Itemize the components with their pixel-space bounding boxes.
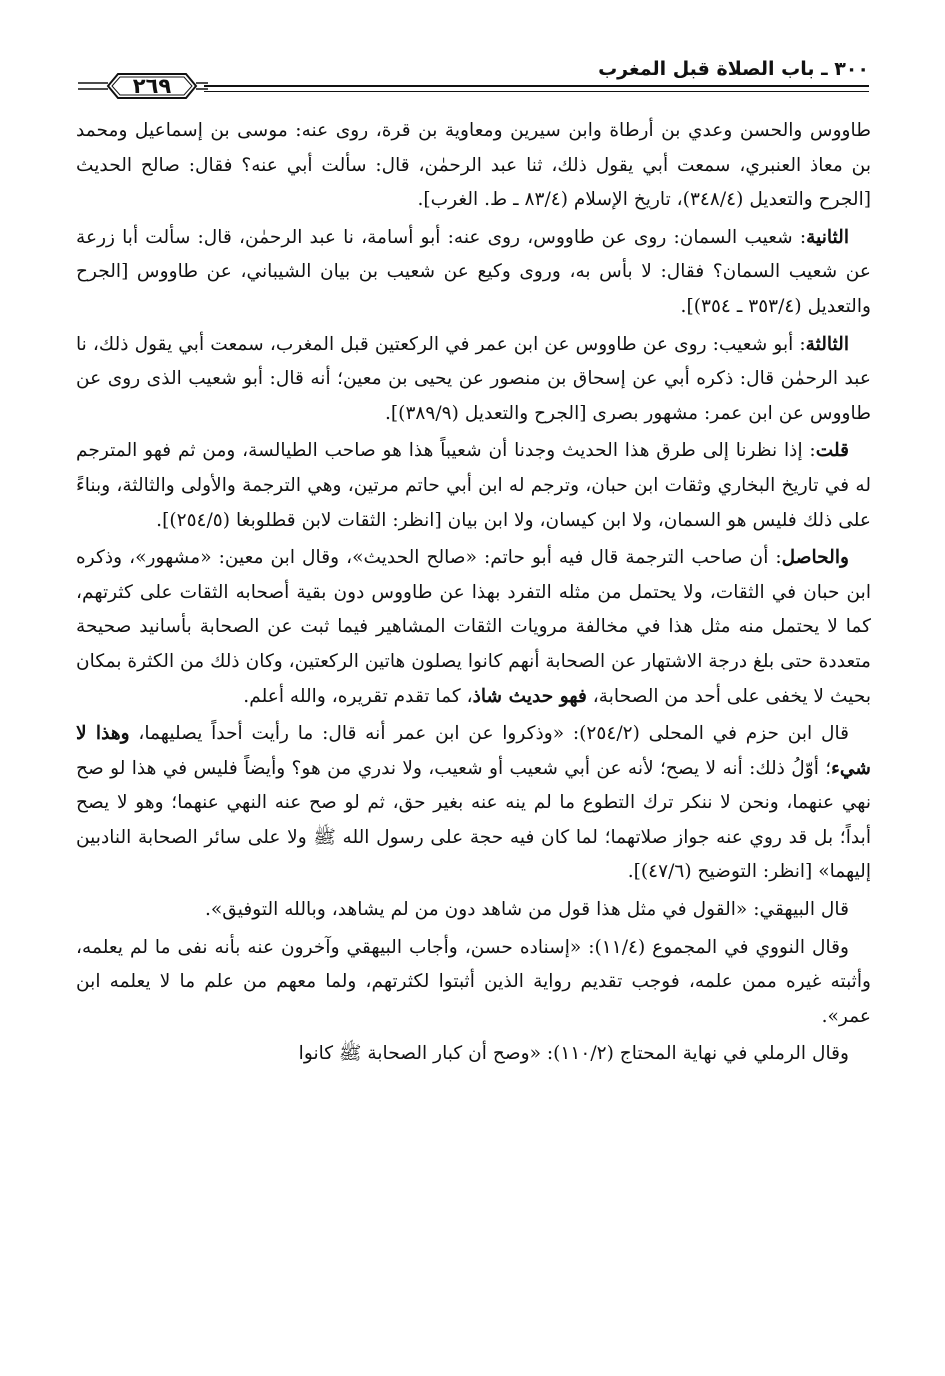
page-header (78, 56, 869, 100)
chapter-title: ٣٠٠ ـ باب الصلاة قبل المغرب (598, 58, 869, 80)
paragraph-lead: والحاصل (781, 547, 849, 569)
paragraph (76, 221, 871, 325)
paragraph-text: قال البيهقي: «القول في مثل هذا قول من شاهد دون من لم يشاهد، وبالله التوفيق». (204, 899, 849, 921)
paragraph-lead: الثانية (806, 226, 849, 248)
paragraph-text-tail: ؛ أوّلُ ذلك: أنه لا يصح؛ لأنه عن أبي شعيب أو شعيب، ولا ندري من هو؟ وأيضاً فليس في هذا لو صح نهي عنهما، ونحن لا ننكر ترك التطوع ما لم ينه عنه بغير حق، ثم لو صح عنه النهي عنهما؛ وهو لا يصح أبداً؛ بل قد روي عنه جواز صلاتهما؛ لما كان فيه حجة على رسول الله ﷺ ولا على سائر الصحابة النادبين إليهما» [انظر: التوضيح (٤٧/٦)]. (76, 757, 871, 883)
paragraph-text: : شعيب السمان: روى عن طاووس، روى عنه: أبو أسامة، نا عبد الرحمٰن، قال: سألت أبا زرعة عن شعيب السمان؟ فقال: لا بأس به، وروى وكيع عن شعيب بن بيان الشيباني، عن طاووس [الجرح والتعديل (٣٥٣/٤ ـ ٣٥٤)]. (76, 226, 871, 317)
paragraph (76, 717, 871, 890)
paragraph-text: : إذا نظرنا إلى طرق هذا الحديث وجدنا أن شعيباً هذا هو صاحب الطيالسة، ومن ثم فهو المترجم له في تاريخ البخاري وثقات ابن حبان، وترجم له ابن أبي حاتم مرتين، وهي الترجمة والأولى والثالثة، وبناءً على ذلك فليس هو السمان، ولا ابن كيسان، ولا ابن بيان [انظر: الثقات لابن قطلوبغا (٢٥٤/٥)]. (76, 440, 871, 531)
paragraph-text: وقال الرملي في نهاية المحتاج (١١٠/٢): «وصح أن كبار الصحابة ﷺ كانوا (298, 1043, 849, 1065)
paragraph (76, 541, 871, 714)
paragraph (76, 434, 871, 538)
paragraph-text: : أبو شعيب: روى عن طاووس عن ابن عمر في الركعتين قبل المغرب، سمعت أبي يقول ذلك، نا عبد الرحمٰن قال: ذكره أبي عن إسحاق بن منصور عن يحيى بن معين؛ أنه قال: أبو شعيب الذى روى عن طاووس عن ابن عمر: مشهور بصرى [الجرح والتعديل (٣٨٩/٩)]. (76, 333, 871, 424)
paragraph-text-tail: ، كما تقدم تقريره، والله أعلم. (243, 685, 473, 707)
paragraph-lead: الثالثة (805, 333, 849, 355)
header-rule (204, 85, 869, 87)
paragraph-lead: قلت (815, 440, 849, 462)
header-rule-thin (204, 91, 869, 92)
paragraph-emphasis: وهذا لا شيء (76, 723, 871, 779)
page-body (76, 114, 871, 1072)
page-number: ٢٦٩ (132, 74, 172, 98)
paragraph-text: وقال النووي في المجموع (١١/٤): «إسناده حسن، وأجاب البيهقي وآخرون عنه بأنه نفى ما لم يعلمه، وأثبته غيره ممن علمه، فوجب تقديم رواية الذين أثبتوا لكثرتهم، ولما معهم من علم ما لا يعلمه ابن عمر». (76, 936, 871, 1027)
paragraph (76, 931, 871, 1035)
paragraph-emphasis: فهو حديث شاذ (472, 685, 587, 707)
paragraph (76, 114, 871, 218)
page-number-ornament (78, 70, 208, 104)
paragraph (76, 328, 871, 432)
paragraph-text: : أن صاحب الترجمة قال فيه أبو حاتم: «صالح الحديث»، وقال ابن معين: «مشهور»، وذكره ابن حبان في الثقات، ولا يحتمل من مثله التفرد بهذا عن طاووس دون بقية أصحابه الثقات على كثرتهم، كما لا يحتمل منه مثل هذا في مخالفة مرويات الثقات المشاهير فيما ثبت عن الصحابة بأسانيد صحيحة متعددة حتى بلغ درجة الاشتهار عن الصحابة أنهم كانوا يصلون هاتين الركعتين، وكان ذلك من الكثرة بمكان بحيث لا يخفى على أحد من الصحابة، (76, 547, 871, 707)
paragraph-text: قال ابن حزم في المحلى (٢٥٤/٢): «وذكروا عن ابن عمر أنه قال: ما رأيت أحداً يصليهما، (129, 723, 850, 745)
paragraph-text: طاووس والحسن وعدي بن أرطاة وابن سيرين ومعاوية بن قرة، روى عنه: موسى بن إسماعيل ومحمد بن معاذ العنبري، سمعت أبي يقول ذلك، ثنا عبد الرحمٰن، قال: سألت أبي عنه؟ فقال: صالح الحديث [الجرح والتعديل (٣٤٨/٤)، تاريخ الإسلام (٨٣/٤ ـ ط. الغرب]. (76, 120, 871, 211)
paragraph (76, 1037, 871, 1072)
paragraph (76, 893, 871, 928)
